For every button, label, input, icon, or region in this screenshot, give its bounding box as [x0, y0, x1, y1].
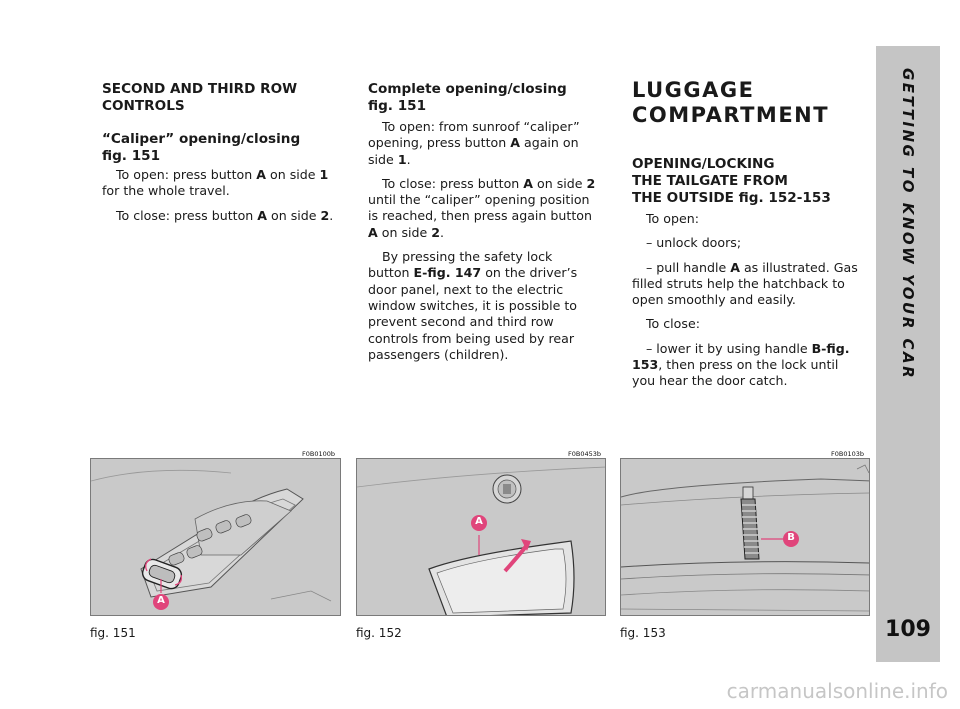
paragraph-close: To close: press button A on side 2.: [116, 207, 334, 223]
paragraph-open-full: To open: from sunroof “caliper” opening, press button A again on side 1.: [368, 119, 580, 167]
watermark: carmanualsonline.info: [726, 679, 948, 703]
figure-151: [90, 458, 341, 616]
heading-second-third-row: SECOND AND THIRD ROW CONTROLS: [102, 81, 298, 114]
tailgate-handle-illustration: [357, 459, 606, 616]
roof-console-illustration: [91, 459, 341, 616]
section-title: GETTING TO KNOW YOUR CAR: [899, 68, 917, 381]
column-3: [632, 78, 864, 398]
heading-complete-opening: Complete opening/closing fig. 151: [368, 81, 567, 114]
heading-tailgate: OPENING/LOCKING THE TAILGATE FROM THE OUTSIDE fig. 152-153: [632, 156, 831, 206]
column-1: [102, 81, 340, 232]
section-heading-luggage: LUGGAGE COMPARTMENT: [632, 78, 830, 127]
page-number: 109: [885, 617, 931, 642]
label-b: B: [787, 532, 795, 543]
subheading-caliper: “Caliper” opening/closing fig. 151: [102, 131, 301, 164]
paragraph-close-full: To close: press button A on side 2 until the “caliper” opening position is reached, then press again button A on side 2.: [368, 175, 596, 240]
paragraph-lower: – lower it by using handle B-fig. 153, then press on the lock until you hear the door catch.: [632, 340, 850, 389]
paragraph-to-open: To open:: [646, 211, 699, 226]
figure-caption: fig. 151: [90, 626, 136, 640]
paragraph-open: To open: press button A on side 1 for the whole travel.: [102, 167, 329, 199]
paragraph-to-close: To close:: [646, 316, 700, 332]
tailgate-strap-illustration: [621, 459, 870, 616]
figure-152: [356, 458, 606, 616]
figure-code: F0B0103b: [831, 450, 865, 458]
label-a: A: [157, 595, 165, 606]
paragraph-safety-lock: By pressing the safety lock button E-fig. 147 on the driver’s door panel, next to the electric window switches, it is possible to prevent second and third row controls from being used by rear passengers (children).: [368, 249, 578, 362]
figure-153: [620, 458, 870, 616]
paragraph-unlock: – unlock doors;: [646, 235, 742, 251]
section-sidebar: [876, 46, 940, 662]
label-a: A: [475, 516, 483, 527]
figure-code: F0B0453b: [568, 450, 602, 458]
figure-caption: fig. 152: [356, 626, 402, 640]
paragraph-pull-handle: – pull handle A as illustrated. Gas filled struts help the hatchback to open smoothly and easily.: [632, 259, 858, 308]
column-2: [368, 81, 596, 371]
figure-caption: fig. 153: [620, 626, 666, 640]
figure-code: F0B0100b: [302, 450, 336, 458]
